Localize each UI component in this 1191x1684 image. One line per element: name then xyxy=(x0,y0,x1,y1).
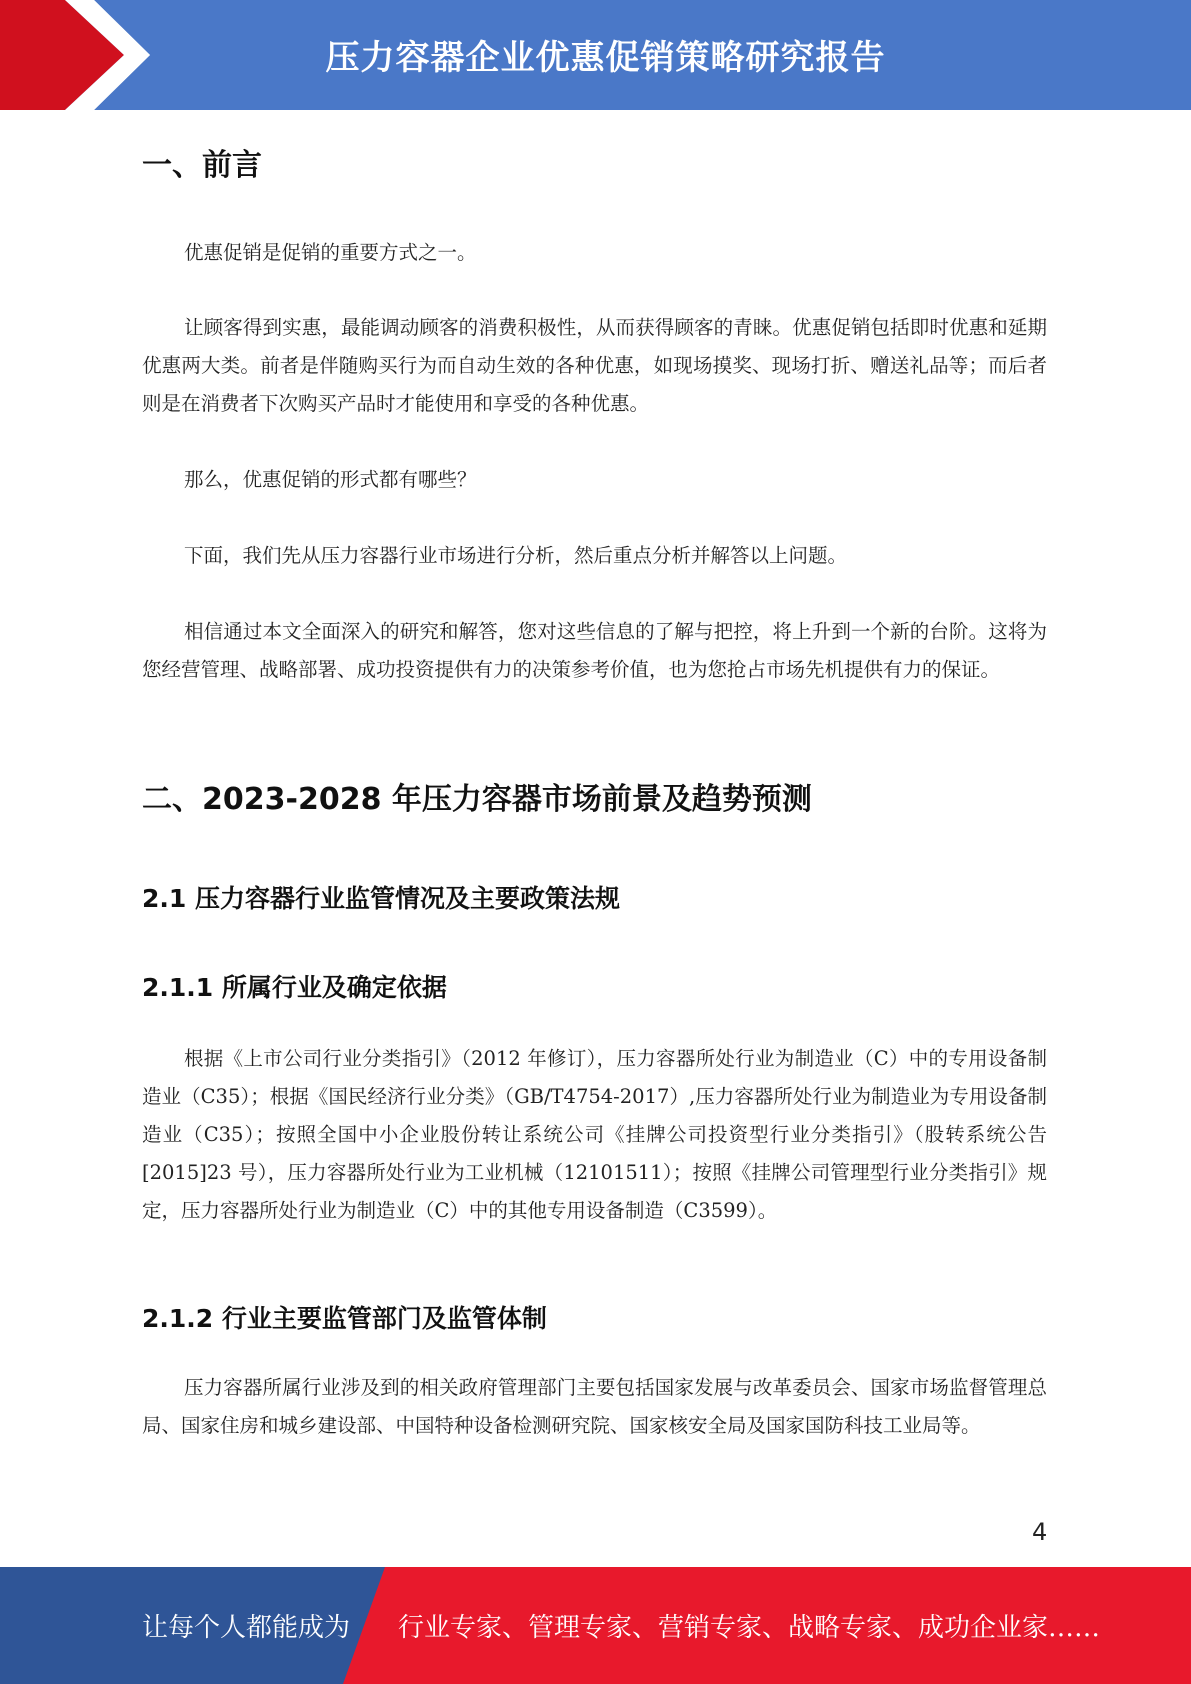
page-number: 4 xyxy=(1032,1518,1048,1546)
report-title: 压力容器企业优惠促销策略研究报告 xyxy=(325,38,886,78)
section-2-heading: 二、2023-2028 年压力容器市场前景及趋势预测 xyxy=(142,782,812,817)
paragraph: 那么，优惠促销的形式都有哪些？ xyxy=(184,468,477,491)
paragraph: 压力容器所属行业涉及到的相关政府管理部门主要包括国家发展与改革委员会、国家市场监督管理总局、国家住房和城乡建设部、中国特种设备检测研究院、国家核安全局及国家国防科技工业局等。 xyxy=(142,1376,1047,1437)
subsection-2-1-1-heading: 2.1.1 所属行业及确定依据 xyxy=(142,973,447,1002)
paragraph: 让顾客得到实惠，最能调动顾客的消费积极性，从而获得顾客的青睐。优惠促销包括即时优惠和延期优惠两大类。前者是伴随购买行为而自动生效的各种优惠，如现场摸奖、现场打折、赠送礼品等；而后者则是在消费者下次购买产品时才能使用和享受的各种优惠。 xyxy=(142,316,1047,415)
section-1-heading: 一、前言 xyxy=(142,148,262,183)
paragraph: 相信通过本文全面深入的研究和解答，您对这些信息的了解与把控，将上升到一个新的台阶。这将为您经营管理、战略部署、成功投资提供有力的决策参考价值，也为您抢占市场先机提供有力的保证。 xyxy=(142,620,1047,681)
footer-slogan-right: 行业专家、管理专家、营销专家、战略专家、成功企业家…… xyxy=(398,1613,1101,1643)
paragraph: 下面，我们先从压力容器行业市场进行分析，然后重点分析并解答以上问题。 xyxy=(184,544,848,567)
paragraph: 根据《上市公司行业分类指引》（2012 年修订），压力容器所处行业为制造业（C）中的专用设备制造业（C35）；根据《国民经济行业分类》（GB/T4754-2017）,压力容器所处行业为制造业为专用设备制造业（C35）；按照全国中小企业股份转让系统公司《挂牌公司投资型行业分类指引》（股转系统公告[2015]23 号），压力容器所处行业为工业机械（12101511）；按照《挂牌公司管理型行业分类指引》规定，压力容器所处行业为制造业（C）中的其他专用设备制造（C3599）。 xyxy=(142,1047,1047,1222)
paragraph: 优惠促销是促销的重要方式之一。 xyxy=(184,241,477,264)
page-header xyxy=(0,0,1191,110)
footer-slogan-left: 让每个人都能成为 xyxy=(142,1613,351,1643)
page-footer xyxy=(0,1567,1191,1684)
subsection-2-1-2-heading: 2.1.2 行业主要监管部门及监管体制 xyxy=(142,1304,547,1333)
subsection-2-1-heading: 2.1 压力容器行业监管情况及主要政策法规 xyxy=(142,884,620,913)
